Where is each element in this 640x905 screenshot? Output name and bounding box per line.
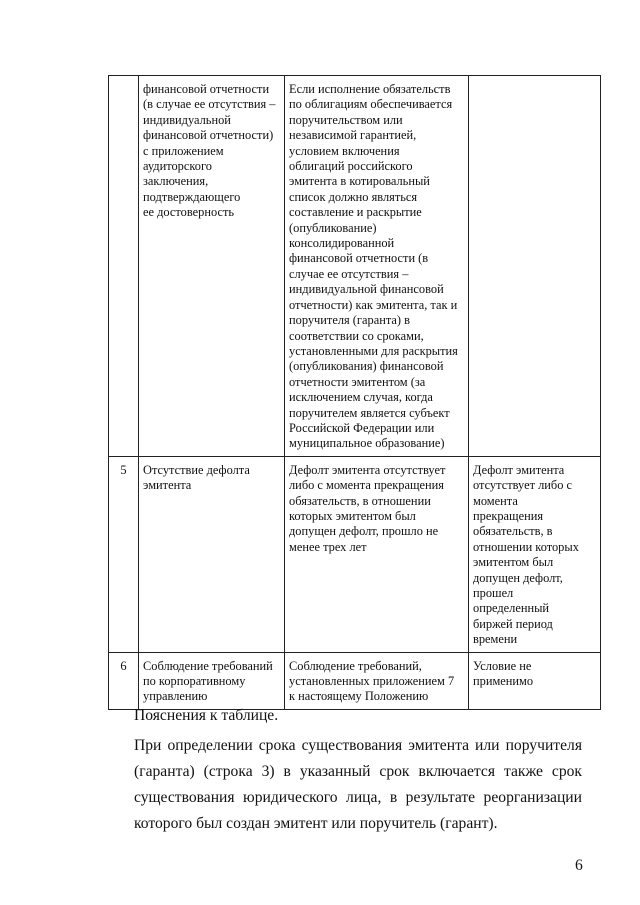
cell-text-line: Дефолт эмитента отсутствует bbox=[289, 462, 446, 477]
cell-text-line: отношении которых bbox=[473, 539, 579, 554]
cell-text-line: соответствии со сроками, bbox=[289, 328, 424, 343]
cell-text-line: облигаций российского bbox=[289, 159, 413, 174]
notes-title: Пояснения к таблице. bbox=[134, 707, 279, 724]
cell-text-line: эмитента bbox=[143, 478, 192, 493]
requirements-table bbox=[108, 75, 601, 710]
extra-requirement-cell bbox=[469, 76, 601, 457]
criterion-cell bbox=[139, 76, 285, 457]
cell-text-line: (опубликование) bbox=[289, 220, 377, 235]
cell-text-line: по облигациям обеспечивается bbox=[289, 97, 453, 112]
cell-text-line: финансовой отчетности bbox=[143, 82, 270, 96]
criterion-cell bbox=[139, 652, 285, 709]
cell-text-line: установленными для раскрытия bbox=[289, 343, 458, 358]
cell-text-line: поручителя (гаранта) в bbox=[289, 313, 410, 328]
notes-line: которого был создан эмитент или поручитель (гарант). bbox=[134, 815, 498, 832]
cell-text-line: составление и раскрытие bbox=[289, 205, 422, 220]
cell-text-line: допущен дефолт, bbox=[473, 570, 563, 585]
cell-text-line: отчетности) как эмитента, так и bbox=[289, 297, 458, 312]
cell-text-line: биржей период bbox=[473, 616, 553, 631]
cell-text-line: список должно являться bbox=[289, 189, 418, 204]
cell-text-line: Если исполнение обязательств bbox=[289, 82, 451, 96]
extra-requirement-cell bbox=[469, 652, 601, 709]
cell-text-line: консолидированной bbox=[289, 236, 395, 251]
requirements-table-body bbox=[109, 76, 601, 710]
cell-text-line: (в случае ее отсутствия – bbox=[143, 97, 276, 112]
notes-line: существования юридического лица, в результате реорганизации bbox=[134, 789, 582, 806]
notes-line: При определении срока существования эмитента или поручителя bbox=[134, 737, 582, 754]
cell-text-line: независимой гарантией, bbox=[289, 128, 417, 143]
cell-text-line: менее трех лет bbox=[289, 539, 367, 554]
cell-text-line: случае ее отсутствия – bbox=[289, 266, 409, 281]
notes-body bbox=[108, 733, 582, 837]
cell-text-line: поручителем является субъект bbox=[289, 405, 450, 420]
cell-text-line: условием включения bbox=[289, 143, 400, 158]
cell-text-line: (опубликования) финансовой bbox=[289, 359, 444, 374]
cell-text-line: к настоящему Положению bbox=[289, 689, 429, 704]
cell-text-line: поручительством или bbox=[289, 112, 403, 127]
cell-text-line: индивидуальной bbox=[143, 112, 231, 127]
cell-text-line: которых эмитентом был bbox=[289, 508, 416, 523]
cell-text-line: момента bbox=[473, 493, 518, 508]
cell-text-line: отсутствует либо с bbox=[473, 478, 572, 493]
cell-text-line: финансовой отчетности (в bbox=[289, 251, 429, 266]
extra-requirement-cell bbox=[469, 456, 601, 652]
cell-text-line: либо с момента прекращения bbox=[289, 478, 444, 493]
row-number-cell: 6 bbox=[109, 652, 139, 709]
cell-text-line: отчетности эмитентом (за bbox=[289, 374, 426, 389]
cell-text-line: финансовой отчетности) bbox=[143, 128, 274, 143]
requirement-cell bbox=[285, 76, 469, 457]
cell-text-line: времени bbox=[473, 632, 518, 647]
cell-text-line: допущен дефолт, прошло не bbox=[289, 524, 439, 539]
cell-text-line: установленных приложением 7 bbox=[289, 674, 455, 689]
cell-text-line: применимо bbox=[473, 674, 534, 689]
cell-text-line: управлению bbox=[143, 689, 208, 704]
cell-text-line: обязательств, в bbox=[473, 524, 553, 539]
cell-text-line: Дефолт эмитента bbox=[473, 462, 565, 477]
page-number: 6 bbox=[575, 857, 583, 874]
table-row bbox=[109, 76, 601, 457]
cell-text-line: прекращения bbox=[473, 508, 544, 523]
cell-text-line: по корпоративному bbox=[143, 674, 246, 689]
table-row bbox=[109, 652, 601, 709]
cell-text-line: подтверждающего bbox=[143, 189, 241, 204]
cell-text-line: муниципальное образование) bbox=[289, 436, 445, 451]
cell-text-line: аудиторского bbox=[143, 159, 212, 174]
cell-text-line: Соблюдение требований, bbox=[289, 658, 422, 673]
cell-text-line: Соблюдение требований bbox=[143, 658, 273, 673]
criterion-cell bbox=[139, 456, 285, 652]
cell-text-line: Отсутствие дефолта bbox=[143, 462, 250, 477]
cell-text-line: Российской Федерации или bbox=[289, 420, 435, 435]
cell-text-line: исключением случая, когда bbox=[289, 390, 433, 405]
row-number-cell bbox=[109, 76, 139, 457]
cell-text-line: заключения, bbox=[143, 174, 209, 189]
cell-text-line: Условие не bbox=[473, 658, 532, 673]
notes-line: (гаранта) (строка 3) в указанный срок включается также срок bbox=[134, 763, 582, 780]
cell-text-line: эмитента в котировальный bbox=[289, 174, 430, 189]
cell-text-line: обязательств, в отношении bbox=[289, 493, 431, 508]
requirement-cell bbox=[285, 456, 469, 652]
cell-text-line: индивидуальной финансовой bbox=[289, 282, 444, 297]
cell-text-line: определенный bbox=[473, 601, 550, 616]
row-number-cell: 5 bbox=[109, 456, 139, 652]
cell-text-line: с приложением bbox=[143, 143, 224, 158]
cell-text-line: эмитентом был bbox=[473, 555, 554, 570]
requirement-cell bbox=[285, 652, 469, 709]
cell-text-line: ее достоверность bbox=[143, 205, 235, 220]
table-row bbox=[109, 456, 601, 652]
cell-text-line: прошел bbox=[473, 586, 514, 600]
